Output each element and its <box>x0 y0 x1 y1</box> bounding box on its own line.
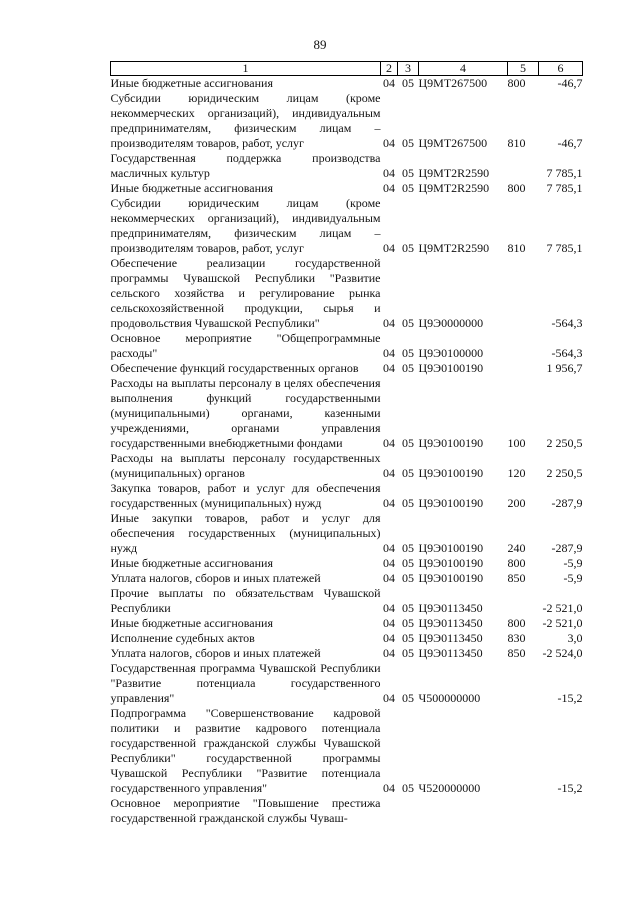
table-row <box>111 151 583 181</box>
row-name: Основное мероприятие "Повышение престижа государственной гражданской службы Чуваш- <box>110 796 381 825</box>
row-amount: 7 785,1 <box>546 166 583 180</box>
row-target-article: Ц9Э0113450 <box>418 601 483 615</box>
row-name: Расходы на выплаты персоналу государственных (муниципальных) органов <box>110 451 381 480</box>
row-expense-group: 800 <box>507 181 526 195</box>
row-subsection: 05 <box>402 691 414 705</box>
row-amount: 7 785,1 <box>546 181 583 195</box>
row-section: 04 <box>383 781 395 795</box>
header-col-6: 6 <box>539 62 583 76</box>
row-expense-group <box>508 586 539 616</box>
row-expense-group: 850 <box>507 571 526 585</box>
row-section: 04 <box>383 436 395 450</box>
row-expense-group <box>508 661 539 706</box>
row-expense-group: 810 <box>507 241 526 255</box>
row-amount: -564,3 <box>551 316 583 330</box>
row-target-article: Ц9Э0100190 <box>418 571 484 585</box>
row-subsection: 05 <box>402 496 414 510</box>
row-name: Расходы на выплаты персоналу в целях обеспечения выполнения функций государственными (муниципальными) органами, казенными учреждениями, органами управления государственными внебюджетными фондами <box>110 376 381 450</box>
row-target-article: Ц9Э0100190 <box>418 496 484 510</box>
row-subsection: 05 <box>402 76 414 90</box>
row-name: Иные бюджетные ассигнования <box>110 616 273 630</box>
table-row <box>111 376 583 451</box>
budget-table <box>110 61 583 826</box>
row-amount: 2 250,5 <box>546 436 583 450</box>
row-target-article: Ц9Э0100190 <box>418 361 484 375</box>
row-expense-group: 810 <box>507 136 526 150</box>
table-row <box>111 646 583 661</box>
header-col-3: 3 <box>398 62 419 76</box>
row-expense-group <box>508 331 539 361</box>
row-subsection: 05 <box>402 181 414 195</box>
table-row <box>111 571 583 586</box>
table-row <box>111 181 583 196</box>
row-amount: -15,2 <box>557 691 583 705</box>
row-section: 04 <box>383 556 395 570</box>
row-expense-group: 800 <box>507 76 526 90</box>
row-target-article: Ц9Э0000000 <box>418 316 484 330</box>
row-subsection: 05 <box>402 466 414 480</box>
row-name: Уплата налогов, сборов и иных платежей <box>110 646 321 660</box>
row-target-article: Ц9МТ2R2590 <box>418 181 490 195</box>
header-col-4: 4 <box>419 62 508 76</box>
row-expense-group: 830 <box>507 631 526 645</box>
table-row <box>111 796 583 826</box>
table-row <box>111 616 583 631</box>
row-section: 04 <box>383 181 395 195</box>
row-target-article: Ц9Э0113450 <box>418 616 483 630</box>
row-name: Исполнение судебных актов <box>110 631 255 645</box>
row-subsection: 05 <box>402 616 414 630</box>
row-subsection: 05 <box>402 781 414 795</box>
row-amount: -5,9 <box>563 556 583 570</box>
row-name: Обеспечение реализации государственной программы Чувашской Республики "Развитие сельского хозяйства и регулирование рынка сельскохозяйственной продукции, сырья и продовольствия Чувашской Республики" <box>110 256 381 330</box>
table-body <box>111 76 583 827</box>
header-col-5: 5 <box>508 62 539 76</box>
row-section: 04 <box>383 541 395 555</box>
row-target-article: Ц9Э0100190 <box>418 436 484 450</box>
row-section: 04 <box>383 571 395 585</box>
row-name: Государственная поддержка производства масличных культур <box>110 151 381 180</box>
row-amount: 1 956,7 <box>546 361 583 375</box>
row-target-article: Ц9МТ2R2590 <box>418 166 490 180</box>
row-subsection: 05 <box>402 436 414 450</box>
row-expense-group <box>508 706 539 796</box>
row-expense-group <box>508 796 539 826</box>
row-section: 04 <box>383 166 395 180</box>
row-subsection: 05 <box>402 346 414 360</box>
row-amount: -2 524,0 <box>542 646 583 660</box>
row-amount: -2 521,0 <box>542 601 583 615</box>
row-expense-group: 800 <box>507 616 526 630</box>
row-section: 04 <box>383 346 395 360</box>
row-target-article: Ц9Э0113450 <box>418 646 483 660</box>
row-section: 04 <box>383 496 395 510</box>
row-section: 04 <box>383 241 395 255</box>
row-section: 04 <box>383 361 395 375</box>
row-subsection: 05 <box>402 316 414 330</box>
row-name: Иные бюджетные ассигнования <box>110 556 273 570</box>
row-expense-group: 120 <box>507 466 526 480</box>
row-subsection: 05 <box>402 241 414 255</box>
row-target-article: Ч520000000 <box>418 781 481 795</box>
row-expense-group: 240 <box>507 541 526 555</box>
row-section: 04 <box>383 601 395 615</box>
row-subsection: 05 <box>402 601 414 615</box>
row-amount: -5,9 <box>563 571 583 585</box>
row-target-article: Ц9Э0100190 <box>418 466 484 480</box>
table-row <box>111 361 583 376</box>
header-col-2: 2 <box>381 62 398 76</box>
header-row <box>111 62 583 76</box>
row-target-article: Ц9МТ267500 <box>418 76 488 90</box>
table-row <box>111 451 583 481</box>
row-target-article: Ц9Э0100000 <box>418 346 484 360</box>
row-name: Основное мероприятие "Общепрограммные расходы" <box>110 331 381 360</box>
table-row <box>111 586 583 616</box>
row-name: Обеспечение функций государственных органов <box>110 361 359 375</box>
table-row <box>111 511 583 556</box>
row-subsection: 05 <box>402 646 414 660</box>
row-amount: -15,2 <box>557 781 583 795</box>
row-target-article: Ц9Э0100190 <box>418 556 484 570</box>
row-name: Закупка товаров, работ и услуг для обеспечения государственных (муниципальных) нужд <box>110 481 381 510</box>
row-subsection: 05 <box>402 556 414 570</box>
row-subsection <box>398 796 419 826</box>
row-section: 04 <box>383 646 395 660</box>
table-row <box>111 706 583 796</box>
row-subsection: 05 <box>402 541 414 555</box>
row-name: Субсидии юридическим лицам (кроме некоммерческих организаций), индивидуальным предпринимателям, физическим лицам – производителям товаров, работ, услуг <box>110 196 381 255</box>
row-name: Прочие выплаты по обязательствам Чувашской Республики <box>110 586 381 615</box>
row-target-article: Ц9Э0113450 <box>418 631 483 645</box>
row-subsection: 05 <box>402 631 414 645</box>
row-target-article: Ц9Э0100190 <box>418 541 484 555</box>
row-amount <box>539 796 583 826</box>
row-section <box>381 796 398 826</box>
row-expense-group: 800 <box>507 556 526 570</box>
row-name: Субсидии юридическим лицам (кроме некоммерческих организаций), индивидуальным предпринимателям, физическим лицам – производителям товаров, работ, услуг <box>110 91 381 150</box>
row-target-article: Ц9МТ2R2590 <box>418 241 490 255</box>
table-header <box>111 62 583 76</box>
row-amount: 2 250,5 <box>546 466 583 480</box>
row-amount: -46,7 <box>557 76 583 90</box>
page-number: 89 <box>313 37 327 52</box>
row-amount: -287,9 <box>551 496 583 510</box>
row-section: 04 <box>383 616 395 630</box>
row-expense-group <box>508 151 539 181</box>
row-name: Иные бюджетные ассигнования <box>110 76 273 90</box>
row-target-article: Ч500000000 <box>418 691 481 705</box>
row-amount: -287,9 <box>551 541 583 555</box>
row-name: Уплата налогов, сборов и иных платежей <box>110 571 321 585</box>
row-target-article <box>419 796 508 826</box>
row-amount: -2 521,0 <box>542 616 583 630</box>
table-row <box>111 661 583 706</box>
row-section: 04 <box>383 316 395 330</box>
row-section: 04 <box>383 691 395 705</box>
row-name: Иные бюджетные ассигнования <box>110 181 273 195</box>
row-expense-group <box>508 256 539 331</box>
table-row <box>111 91 583 151</box>
row-subsection: 05 <box>402 136 414 150</box>
header-col-1: 1 <box>111 62 381 76</box>
row-expense-group: 100 <box>507 436 526 450</box>
table-row <box>111 256 583 331</box>
row-amount: 3,0 <box>567 631 583 645</box>
row-expense-group: 850 <box>507 646 526 660</box>
row-section: 04 <box>383 466 395 480</box>
row-subsection: 05 <box>402 166 414 180</box>
row-target-article: Ц9МТ267500 <box>418 136 488 150</box>
row-amount: -564,3 <box>551 346 583 360</box>
table-row <box>111 631 583 646</box>
row-expense-group <box>508 361 539 376</box>
row-name: Иные закупки товаров, работ и услуг для обеспечения государственных (муниципальных) нужд <box>110 511 381 555</box>
row-amount: 7 785,1 <box>546 241 583 255</box>
row-amount: -46,7 <box>557 136 583 150</box>
row-section: 04 <box>383 136 395 150</box>
table-row <box>111 76 583 92</box>
row-subsection: 05 <box>402 361 414 375</box>
table-row <box>111 331 583 361</box>
row-expense-group: 200 <box>507 496 526 510</box>
row-section: 04 <box>383 631 395 645</box>
table-row <box>111 556 583 571</box>
row-name: Государственная программа Чувашской Республики "Развитие потенциала государственного управления" <box>110 661 381 705</box>
row-name: Подпрограмма "Совершенствование кадровой политики и развитие кадрового потенциала государственной гражданской службы Чувашской Республики" государственной программы Чувашской Республики "Развитие потенциала государственного управления" <box>110 706 381 795</box>
row-section: 04 <box>383 76 395 90</box>
row-subsection: 05 <box>402 571 414 585</box>
table-row <box>111 196 583 256</box>
table-row <box>111 481 583 511</box>
